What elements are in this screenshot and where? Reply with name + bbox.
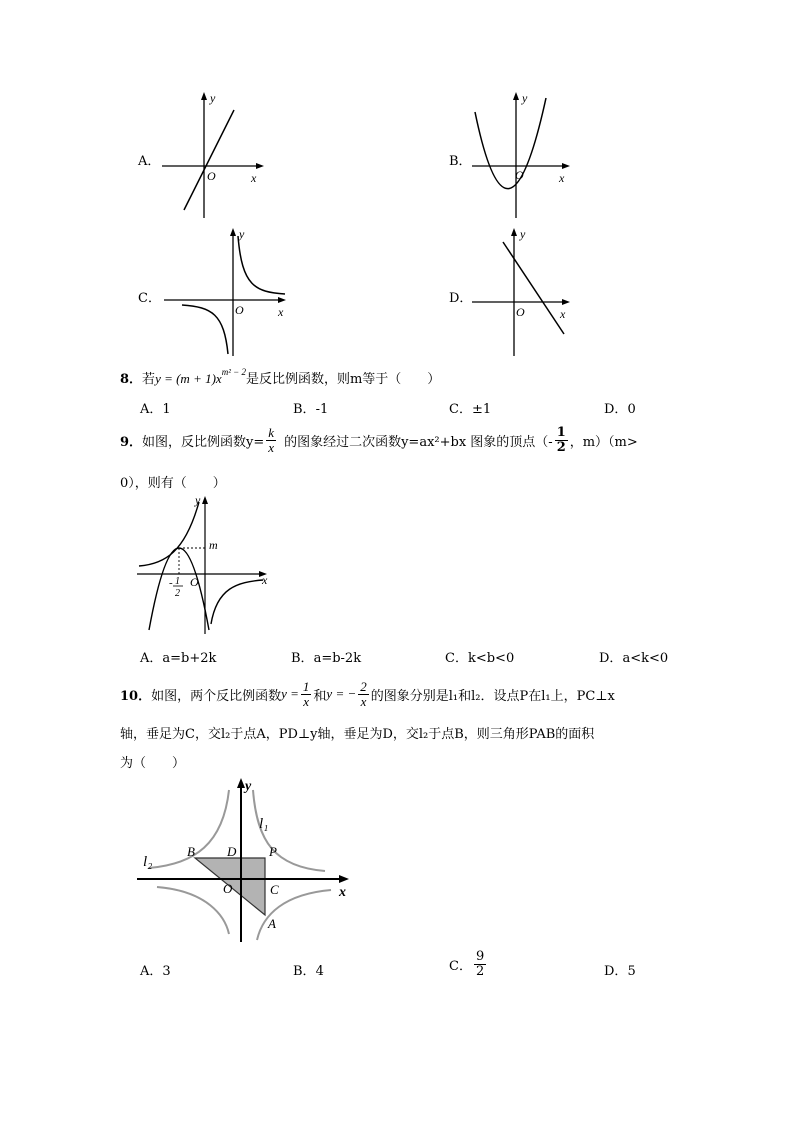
q7-option-c-label[interactable]: C． (138, 291, 161, 306)
q10-and: 和 (313, 688, 327, 704)
q10-point-d: D (227, 844, 237, 859)
q10-point-p: P (269, 844, 277, 859)
q8-formula: $y = (m + 1)x^{m^2 - 2}$ (155, 366, 246, 386)
q8-option-a[interactable]: A．1 (140, 402, 171, 417)
q10-frac-2x: $\frac{2}{x}$ (360, 679, 367, 709)
q7a-origin-label: O (207, 169, 216, 183)
q9-option-a[interactable]: A．a=b+2k (140, 651, 217, 666)
q7-option-a-graph (160, 90, 270, 225)
q10-option-d[interactable]: D．5 (604, 964, 636, 979)
q9-stem-line2: 0），则有（ ） (120, 476, 226, 491)
q10-frac-1x: $\frac{1}{x}$ (302, 679, 310, 709)
q8-option-c[interactable]: C．±1 (449, 402, 492, 417)
q7d-y-label: y (520, 227, 526, 241)
q8-text-post: 是反比例函数，则m等于（ ） (245, 372, 441, 387)
q9-text-c: ，m）（m> (569, 434, 638, 450)
q9-number: 9． (120, 434, 143, 450)
q7-option-d-label[interactable]: D． (449, 291, 473, 306)
q7b-y-label: y (522, 91, 528, 105)
q8-text-pre: 若 (142, 372, 156, 387)
q10-point-a: A (268, 916, 276, 931)
q10-f2-lhs: y = − (326, 686, 357, 702)
q10-text-b: 的图象分别是l₁和l₂．设点P在l₁上，PC⊥x (370, 688, 615, 704)
q7-option-b-label[interactable]: B． (449, 154, 472, 169)
q9-option-c[interactable]: C．k<b<0 (445, 651, 515, 666)
q9-neg-sign: - (169, 577, 173, 589)
q10-graph (135, 772, 360, 947)
q10-point-b: B (187, 844, 195, 859)
q9-half-num: 1 (175, 576, 180, 587)
q8-stem (120, 368, 440, 387)
q9-m-label: m (209, 538, 218, 552)
q10-f1-lhs: y = (281, 686, 299, 702)
q10-point-c: C (270, 882, 279, 897)
q10-point-o: O (223, 881, 233, 896)
q7b-x-label: x (559, 171, 565, 185)
q9-text-a: 如图，反比例函数y= (142, 434, 265, 450)
q10-stem-line3: 为（ ） (120, 756, 186, 771)
q10-text-a: 如图，两个反比例函数 (151, 688, 282, 704)
q9-origin-label: O (190, 575, 199, 589)
q9-half-den: 2 (175, 588, 180, 599)
q9-frac-half: $\frac{1}{2}$ (556, 425, 566, 455)
q10-option-a[interactable]: A．3 (140, 964, 171, 979)
q9-graph (135, 492, 275, 637)
q9-option-b[interactable]: B．a=b-2k (291, 651, 362, 666)
q8-option-b[interactable]: B．-1 (293, 402, 329, 417)
q7a-x-label: x (251, 171, 257, 185)
q9-stem-line1 (120, 426, 638, 454)
q7d-x-label: x (560, 307, 566, 321)
q7-option-d-graph (470, 226, 580, 358)
q9-option-d[interactable]: D．a<k<0 (599, 651, 669, 666)
q10-option-b[interactable]: B．4 (293, 964, 324, 979)
q7b-origin-label: O (515, 168, 524, 182)
q9-frac-kx: $\frac{k}{x}$ (268, 425, 275, 455)
q7-option-a-label[interactable]: A． (138, 154, 161, 169)
q10-l2-label: l₂ (143, 854, 153, 870)
q8-option-d[interactable]: D．0 (604, 402, 636, 417)
q7-option-c-graph (160, 226, 290, 358)
q10-y-label: y (245, 779, 252, 794)
q7d-origin-label: O (516, 305, 525, 319)
q7c-x-label: x (278, 305, 284, 319)
q10-option-c[interactable]: C． $\frac{9}{2}$ (449, 949, 485, 979)
q7a-y-label: y (210, 91, 216, 105)
q7c-y-label: y (239, 227, 245, 241)
q9-text-b: 的图象经过二次函数y=ax²+bx 图象的顶点（- (284, 434, 553, 450)
q9-y-label: y (195, 493, 201, 507)
q10-stem-line2: 轴，垂足为C，交l₂于点A，PD⊥y轴，垂足为D，交l₂于点B，则三角形PAB的面积 (120, 727, 595, 742)
q10-l1-label: l₁ (259, 816, 269, 832)
q7-option-b-graph (470, 90, 580, 225)
q9-x-label: x (262, 573, 268, 587)
q10-x-label: x (339, 885, 346, 900)
q10-number: 10． (120, 688, 152, 704)
q7c-origin-label: O (235, 303, 244, 317)
q8-number: 8． (120, 372, 143, 387)
q10-stem-line1 (120, 680, 615, 708)
